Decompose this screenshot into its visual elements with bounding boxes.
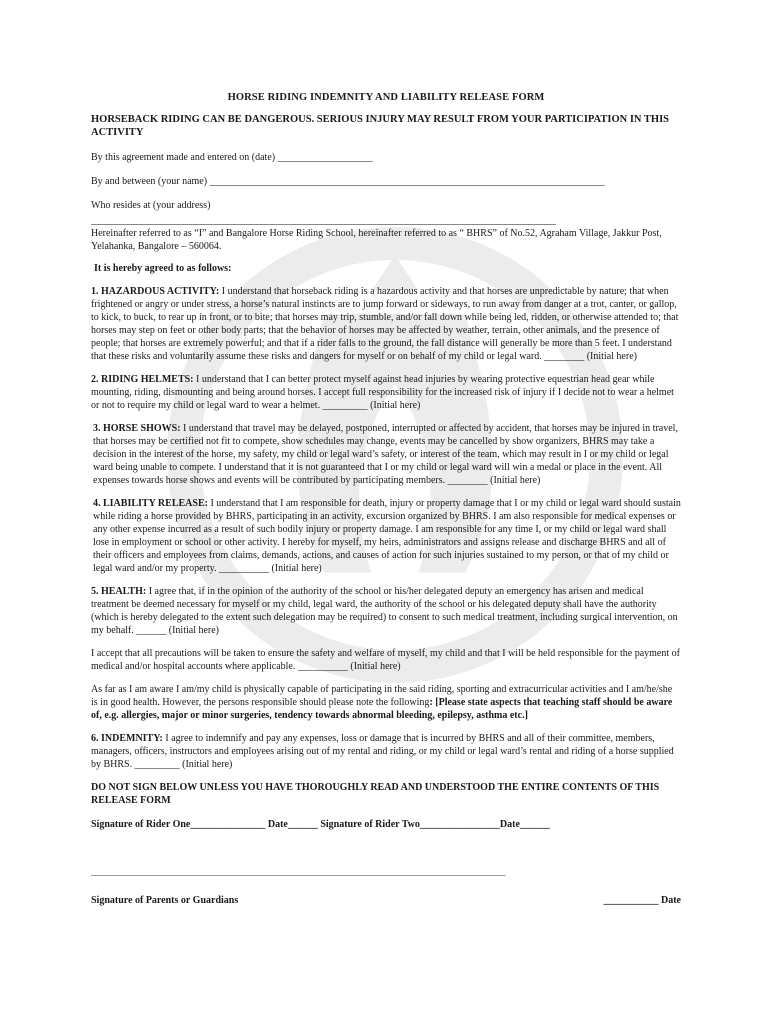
hereinafter-paragraph: Hereinafter referred to as “I” and Bangalore Horse Riding School, hereinafter referred to as “ BHRS” of No.52, Agraham Village, Jakkur Post, Yelahanka, Bangalore – 560064. <box>91 228 662 252</box>
form-title: HORSE RIDING INDEMNITY AND LIABILITY RELEASE FORM <box>227 92 545 103</box>
shows-text: I understand that travel may be delayed, postponed, interrupted or affected by accident, that horses may be injured in travel, that horses may be certified not fit to compete, show schedules may change, events may be cancelled by show organizers, BHRS may take a decision in the interest of the horse, my safety, my child or legal ward’s safety, or interest of the team, which may result in I or my child or legal ward being unable to compete. I understand that it is not guaranteed that I or my child or legal ward will win a medal or place in the event. All expenses towards horse shows and events will be contributed by participating members. ________ (Initial here) <box>93 423 678 486</box>
health-heading: 5. HEALTH: <box>91 586 147 597</box>
parents-date-field[interactable]: ___________ Date <box>603 895 681 906</box>
rider-signature-line[interactable]: Signature of Rider One_______________ Date______ Signature of Rider Two________________Date______ <box>91 819 550 830</box>
shows-paragraph <box>91 422 681 487</box>
parents-signature-label: Signature of Parents or Guardians <box>91 895 239 906</box>
helmet-paragraph <box>91 373 681 412</box>
agreed-heading: It is hereby agreed to as follows: <box>94 263 232 274</box>
liability-heading: 4. LIABILITY RELEASE: <box>93 498 208 509</box>
hazard-text: I understand that horseback riding is a hazardous activity and that horses are unpredictable by nature; that when frightened or angry or under stress, a horse’s natural instincts are to jump forward or sideways, to run away from danger at a trot, canter, or gallop, to kick, to buck, to rear up in front, or to bite; that horses may trip, stumble, and/or fall down while being led, ridden, or otherwise attended to; that horses may step on feet or other body parts; that the behavior of horses may be affected by weather, terrain, other animals, and the presence of people; that horses are extremely powerful; and that if a rider falls to the ground, the fall distance will generally be more than 5 feet. I understand that these risks and voluntarily assume these risks and dangers for myself or on behalf of my child or legal ward. ________ (Initial here) <box>91 286 679 362</box>
health-paragraph <box>91 585 681 637</box>
indemnity-text: I agree to indemnify and pay any expenses, loss or damage that is incurred by BHRS and all of their committee, members, managers, officers, instructors and employees arising out of my rental and riding, or my child or legal ward’s rental and riding of a horse supplied by BHRS. _________ (Initial here) <box>91 733 674 770</box>
do-not-sign-warning: DO NOT SIGN BELOW UNLESS YOU HAVE THOROUGHLY READ AND UNDERSTOOD THE ENTIRE CONTENTS OF THIS RELEASE FORM <box>91 782 660 806</box>
indemnity-heading: 6. INDEMNITY: <box>91 733 163 744</box>
helmet-text: I understand that I can better protect myself against head injuries by wearing protective equestrian head gear while mounting, riding, dismounting and being around horses. I accept full responsibility for the increased risk of injury if I decide not to wear a helmet or not to require my child or legal ward to wear a helmet. _________ (Initial here) <box>91 374 674 411</box>
liability-paragraph <box>91 497 681 575</box>
health-text: I agree that, if in the opinion of the authority of the school or his/her delegated deputy an emergency has arisen and medical treatment be deemed necessary for myself or my child, legal ward, the authority of the school or his delegated deputy shall have the authority (which is hereby delegated to the extent such delegation may be required) to consent to such medical treatment, including surgical intervention, on my behalf. ______ (Initial here) <box>91 586 678 636</box>
address-line[interactable]: _____________________________________________________________________________________________ <box>91 215 556 226</box>
liability-text: I understand that I am responsible for death, injury or property damage that I or my child or legal ward should sustain while riding a horse provided by BHRS, participating in an activity, excursion organized by BHRS. I am also responsible for medical expenses or any other expense incurred as a result of such bodily injury or property damage. I am responsible for any time I, or my child or legal ward shall lose in employment or school or other activity. I hereby for myself, my heirs, administrators and assigns release and discharge BHRS and all of their officers and employees from claims, demands, actions, and causes of action for such injuries sustained to my person, or that of my child or legal ward and/or my property. __________ (Initial here) <box>93 498 681 574</box>
shows-heading: 3. HORSE SHOWS: <box>93 423 181 434</box>
parents-signature-row <box>91 895 681 906</box>
indemnity-paragraph <box>91 732 681 771</box>
address-label: Who resides at (your address) <box>91 200 211 211</box>
hazard-heading: 1. HAZARDOUS ACTIVITY: <box>91 286 220 297</box>
precautions-paragraph: I accept that all precautions will be taken to ensure the safety and welfare of myself, my child and that I will be held responsible for the payment of medical and/or hospital accounts where applicable. __________ (Initial here) <box>91 648 680 672</box>
health-aware-paragraph <box>91 683 681 722</box>
helmet-heading: 2. RIDING HELMETS: <box>91 374 194 385</box>
aware-bold-note: : [Please state aspects that teaching staff should be aware of, e.g. allergies, major or minor surgeries, tendency towards abnormal bleeding, epilepsy, asthma etc.] <box>91 697 673 721</box>
name-line[interactable]: By and between (your name) _______________________________________________________________________________ <box>91 176 605 187</box>
hazard-paragraph <box>91 285 681 363</box>
form-content <box>91 92 681 906</box>
danger-warning: HORSEBACK RIDING CAN BE DANGEROUS. SERIOUS INJURY MAY RESULT FROM YOUR PARTICIPATION IN THIS ACTIVITY <box>91 114 670 138</box>
parents-signature-line[interactable]: ____________________________________________________________________________________________ <box>91 866 505 877</box>
aware-text: As far as I am aware I am/my child is physically capable of participating in the said riding, sporting and extracurricular activities and I am/he/she is in good health. However, the persons responsible should please note the following <box>91 684 673 708</box>
agreement-date-line[interactable]: By this agreement made and entered on (date) ___________________ <box>91 152 373 163</box>
